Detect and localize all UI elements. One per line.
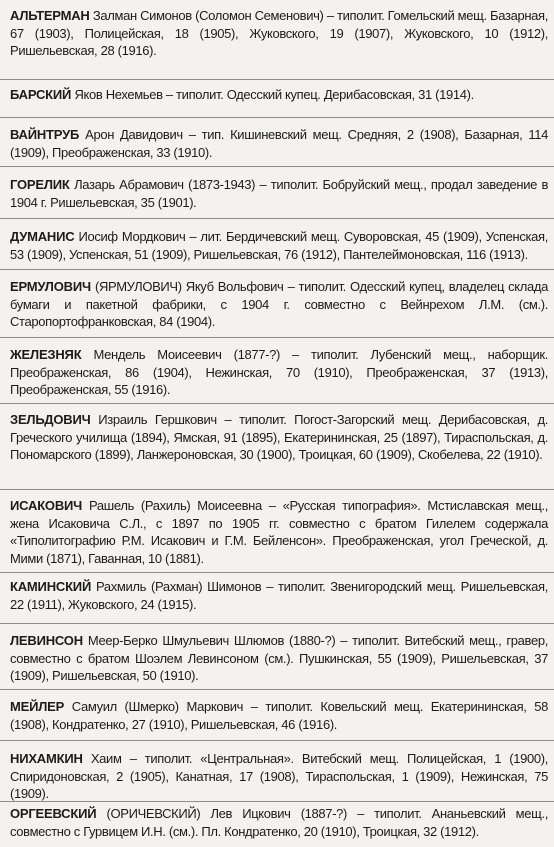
entry-surname: ДУМАНИС bbox=[10, 229, 75, 244]
entry-surname: ЕРМУЛОВИЧ bbox=[10, 279, 91, 294]
entry-surname: АЛЬТЕРМАН bbox=[10, 8, 90, 23]
entry-text: (ОРИЧЕВСКИЙ) Лев Ицкович (1887-?) – типолит. Ананьевский мещ., совместно с Гурвицем И.Н. (см.). Пл. Кондратенко, 20 (1910), Троицкая, 32 (1912). bbox=[10, 806, 549, 839]
entry-nikhamkin bbox=[0, 750, 554, 803]
entry-text: Хаим – типолит. «Центральная». Витебский мещ. Полицейская, 1 (1900), Спиридоновская, 2 (1905), Канатная, 17 (1908), Тираспольская, 1 (1909), Нежинская, 75 (1909). bbox=[10, 751, 548, 801]
entry-vaintrub bbox=[0, 126, 554, 161]
separator bbox=[0, 337, 554, 338]
entry-text: (ЯРМУЛОВИЧ) Якуб Вольфович – типолит. Одесский купец, владелец склада бумаги и пакетной фабрики, с 1904 г. совместно с Вейнрехом Л.М. (см.). Старопортофранковская, 84 (1904). bbox=[10, 279, 548, 329]
entry-surname: ЖЕЛЕЗНЯК bbox=[10, 347, 82, 362]
separator bbox=[0, 403, 554, 404]
entry-zheleznyak bbox=[0, 346, 554, 399]
entry-text: Залман Симонов (Соломон Семенович) – типолит. Гомельский мещ. Базарная, 67 (1903), Полицейская, 18 (1905), Жуковского, 19 (1907), Жуковского, 10 (1912), Ришельевская, 28 (1916). bbox=[10, 8, 548, 58]
entry-alterman bbox=[0, 7, 554, 60]
separator bbox=[0, 117, 554, 118]
separator bbox=[0, 269, 554, 270]
entry-dumanis bbox=[0, 228, 554, 263]
separator bbox=[0, 689, 554, 690]
entry-surname: НИХАМКИН bbox=[10, 751, 83, 766]
separator bbox=[0, 740, 554, 741]
entry-surname: КАМИНСКИЙ bbox=[10, 579, 92, 594]
separator bbox=[0, 166, 554, 167]
entry-surname: БАРСКИЙ bbox=[10, 87, 72, 102]
entry-text: Иосиф Мордкович – лит. Бердичевский мещ. Суворовская, 45 (1909), Успенская, 53 (1909), Успенская, 51 (1909), Ришельевская, 76 (1912), Пантелеймоновская, 116 (1913). bbox=[10, 229, 548, 262]
entry-surname: ЛЕВИНСОН bbox=[10, 633, 83, 648]
entry-surname: ЗЕЛЬДОВИЧ bbox=[10, 412, 91, 427]
entry-text: Лазарь Абрамович (1873-1943) – типолит. Бобруйский мещ., продал заведение в 1904 г. Ришельевская, 35 (1901). bbox=[10, 177, 549, 210]
entry-text: Самуил (Шмерко) Маркович – типолит. Ковельский мещ. Екатерининская, 58 (1908), Кондратенко, 27 (1910), Ришельевская, 46 (1916). bbox=[10, 699, 548, 732]
separator bbox=[0, 489, 554, 490]
entry-surname: ВАЙНТРУБ bbox=[10, 127, 80, 142]
entry-kaminsky bbox=[0, 578, 554, 613]
entry-levinson bbox=[0, 632, 554, 685]
entry-text: Рашель (Рахиль) Моисеевна – «Русская типография». Мстиславская мещ., жена Исаковича С.Л., с 1897 по 1905 гг. совместно с братом Гилелем содержала «Типолитографию Р.М. Исакович и Г.М. Бейленсон». Преображенская, угол Греческой, д. Мими (1871), Гаванная, 10 (1881). bbox=[10, 498, 548, 566]
separator bbox=[0, 572, 554, 573]
entry-text: Яков Нехемьев – типолит. Одесский купец. Дерибасовская, 31 (1914). bbox=[74, 87, 474, 102]
entry-surname: ГОРЕЛИК bbox=[10, 177, 70, 192]
entry-text: Меер-Берко Шмульевич Шлюмов (1880-?) – типолит. Витебский мещ., гравер, совместно с братом Шоэлем Левинсоном (см.). Пушкинская, 55 (1909), Ришельевская, 37 (1909), Ришельевская, 50 (1910). bbox=[10, 633, 548, 683]
entry-text: Израиль Гершкович – типолит. Погост-Загорский мещ. Дерибасовская, д. Греческого училища (1894), Ямская, 91 (1895), Екатерининская, 25 (1897), Тираспольская, д. Пономарского (1899), Ланжероновская, 30 (1900), Троицкая, 60 (1909), Скобелева, 22 (1910). bbox=[10, 412, 548, 462]
separator bbox=[0, 801, 554, 802]
entry-text: Мендель Моисеевич (1877-?) – типолит. Лубенский мещ., наборщик. Преображенская, 86 (1904), Нежинская, 70 (1910), Преображенская, 37 (1913), Преображенская, 55 (1916). bbox=[10, 347, 548, 397]
separator bbox=[0, 218, 554, 219]
entry-text: Арон Давидович – тип. Кишиневский мещ. Средняя, 2 (1908), Базарная, 114 (1909), Преображенская, 33 (1910). bbox=[10, 127, 549, 160]
entry-surname: ИСАКОВИЧ bbox=[10, 498, 83, 513]
entry-text: Рахмиль (Рахман) Шимонов – типолит. Звенигородский мещ. Ришельевская, 22 (1911), Жуковского, 24 (1915). bbox=[10, 579, 548, 612]
entry-meiler bbox=[0, 698, 554, 733]
entry-orgeevsky bbox=[0, 805, 554, 840]
entry-gorelik bbox=[0, 176, 554, 211]
entry-surname: ОРГЕЕВСКИЙ bbox=[10, 806, 97, 821]
entry-surname: МЕЙЛЕР bbox=[10, 699, 65, 714]
separator bbox=[0, 79, 554, 80]
entry-barsky bbox=[0, 86, 554, 104]
entry-ermulovich bbox=[0, 278, 554, 331]
entry-zeldovich bbox=[0, 411, 554, 464]
separator bbox=[0, 623, 554, 624]
entry-isakovich bbox=[0, 497, 554, 567]
